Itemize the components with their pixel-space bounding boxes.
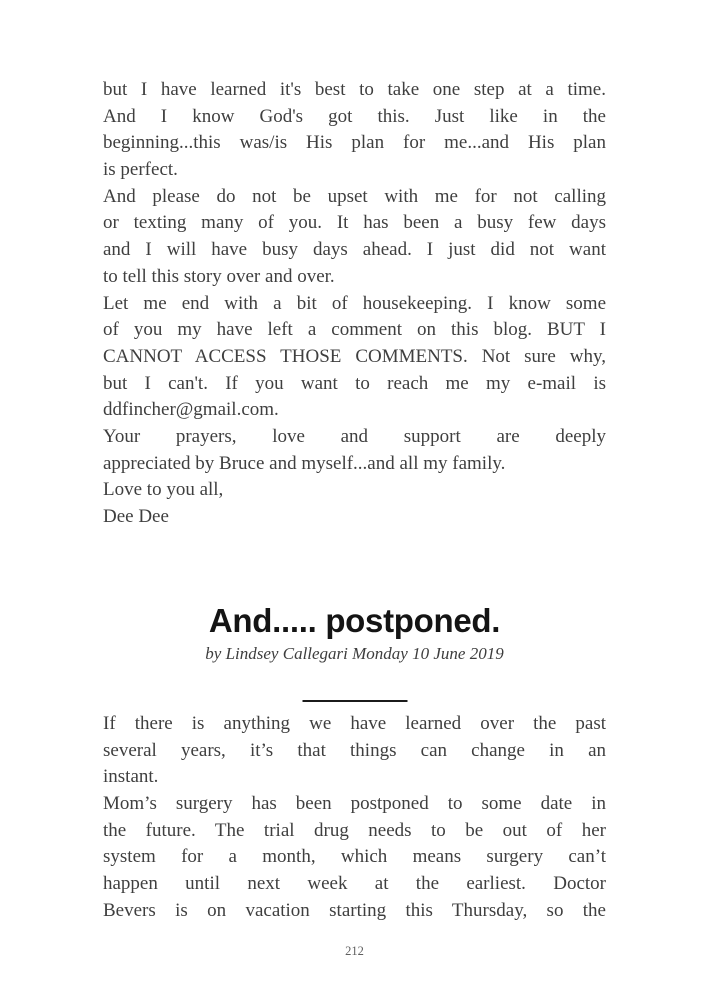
post-byline: by Lindsey Callegari Monday 10 June 2019 <box>205 644 504 663</box>
section-divider <box>302 700 407 702</box>
text-line: Bevers is on vacation starting this Thursday, so the <box>103 899 606 921</box>
text-line: happen until next week at the earliest. Doctor <box>103 873 606 895</box>
blog-post-body-bottom <box>103 711 606 925</box>
text-line: instant. <box>103 766 159 788</box>
text-line: of you my have left a comment on this blog. BUT I <box>103 319 606 341</box>
text-line: but I have learned it's best to take one step at a time. <box>103 79 606 100</box>
text-line: beginning...this was/is His plan for me...and His plan <box>103 132 606 154</box>
text-line: And I know God's got this. Just like in the <box>103 105 606 127</box>
text-line: and I will have busy days ahead. I just did not want <box>103 239 606 261</box>
text-line: the future. The trial drug needs to be out of her <box>103 819 606 841</box>
blog-post-body-top <box>103 77 606 531</box>
page-number: 212 <box>345 944 364 958</box>
text-line: system for a month, which means surgery can’t <box>103 846 606 868</box>
text-line: appreciated by Bruce and myself...and all my family. <box>103 452 506 474</box>
text-line: If there is anything we have learned over the past <box>103 713 606 734</box>
post-title: And..... postponed. <box>208 602 501 639</box>
text-line: Dee Dee <box>103 506 169 527</box>
post-header <box>0 601 709 665</box>
text-line: or texting many of you. It has been a busy few days <box>103 212 606 234</box>
text-line: is perfect. <box>103 159 178 181</box>
text-line: Let me end with a bit of housekeeping. I know some <box>103 292 606 314</box>
text-line: several years, it’s that things can change in an <box>103 739 606 761</box>
text-line: And please do not be upset with me for not calling <box>103 185 606 207</box>
text-line: CANNOT ACCESS THOSE COMMENTS. Not sure why, <box>103 345 606 367</box>
text-line: but I can't. If you want to reach me my e-mail is <box>103 372 606 394</box>
text-line: Mom’s surgery has been postponed to some date in <box>103 793 606 815</box>
text-line: Love to you all, <box>103 479 224 501</box>
text-line: ddfincher@gmail.com. <box>103 399 279 421</box>
text-line: Your prayers, love and support are deeply <box>103 425 606 447</box>
text-line: to tell this story over and over. <box>103 265 335 287</box>
